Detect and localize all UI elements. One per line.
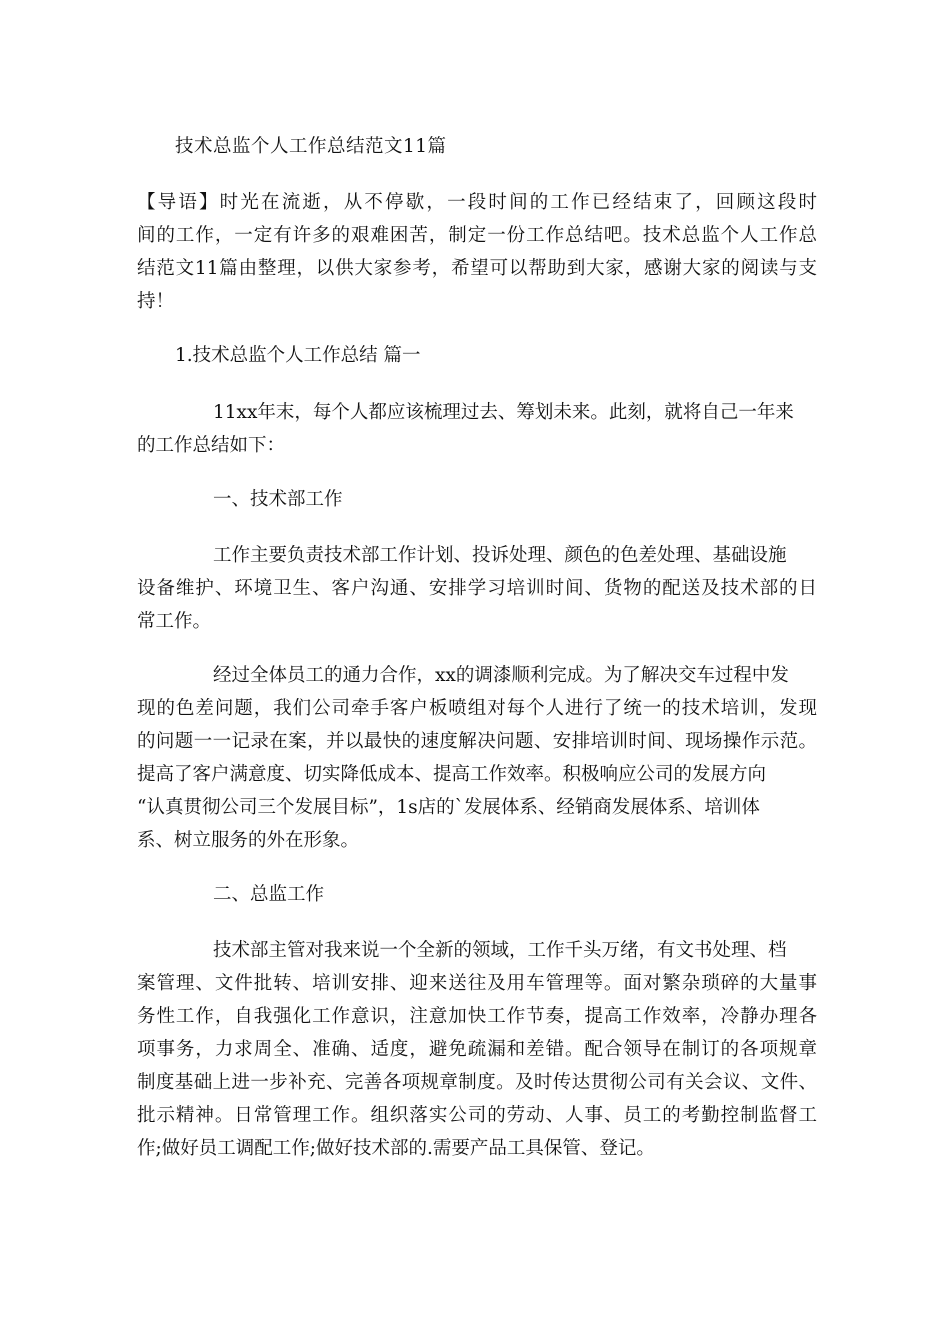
subsection-heading: 二、总监工作: [213, 884, 325, 905]
paragraph-line: 务性工作，自我强化工作意识，注意加快工作节奏，提高工作效率，冷静办理各: [137, 1006, 817, 1027]
paragraph-line: 案管理、文件批转、培训安排、迎来送往及用车管理等。面对繁杂琐碎的大量事: [137, 973, 817, 994]
paragraph-line: 作;做好员工调配工作;做好技术部的.需要产品工具保管、登记。: [137, 1138, 655, 1159]
paragraph-line: 的工作总结如下：: [137, 435, 286, 456]
paragraph-line: 项事务，力求周全、准确、适度，避免疏漏和差错。配合领导在制订的各项规章: [137, 1039, 817, 1060]
paragraph-line: 设备维护、环境卫生、客户沟通、安排学习培训时间、货物的配送及技术部的日: [137, 578, 817, 599]
paragraph-line: 提高了客户满意度、切实降低成本、提高工作效率。积极响应公司的发展方向: [137, 764, 767, 785]
paragraph-line: “认真贯彻公司三个发展目标”，1s店的`发展体系、经销商发展体系、培训体: [137, 797, 760, 818]
paragraph-line: 技术部主管对我来说一个全新的领域，工作千头万绪，有文书处理、档: [213, 940, 787, 961]
paragraph-line: 经过全体员工的通力合作，xx的调漆顺利完成。为了解决交车过程中发: [213, 665, 789, 686]
paragraph-line: 系、树立服务的外在形象。: [137, 830, 360, 851]
paragraph-line: 现的色差问题，我们公司牵手客户板喷组对每个人进行了统一的技术培训，发现: [137, 698, 817, 719]
paragraph-line: 11xx年末，每个人都应该梳理过去、筹划未来。此刻，就将自己一年来: [213, 402, 794, 423]
paragraph-line: 批示精神。日常管理工作。组织落实公司的劳动、人事、员工的考勤控制监督工: [137, 1105, 817, 1126]
paragraph-line: 制度基础上进一步补充、完善各项规章制度。及时传达贯彻公司有关会议、文件、: [137, 1072, 817, 1093]
document-title: 技术总监个人工作总结范文11篇: [175, 136, 447, 157]
paragraph-line: 工作主要负责技术部工作计划、投诉处理、颜色的色差处理、基础设施: [213, 545, 787, 566]
paragraph-line: 常工作。: [137, 611, 212, 632]
section-heading: 1.技术总监个人工作总结 篇一: [175, 345, 421, 366]
intro-line: 结范文11篇由整理，以供大家参考，希望可以帮助到大家，感谢大家的阅读与支: [137, 258, 817, 279]
intro-line: 间的工作，一定有许多的艰难困苦，制定一份工作总结吧。技术总监个人工作总: [137, 225, 817, 246]
subsection-heading: 一、技术部工作: [213, 489, 343, 510]
paragraph-line: 的问题一一记录在案，并以最快的速度解决问题、安排培训时间、现场操作示范。: [137, 731, 817, 752]
intro-line: 持！: [137, 291, 175, 312]
intro-line: 【导语】时光在流逝，从不停歇，一段时间的工作已经结束了，回顾这段时: [137, 192, 817, 213]
